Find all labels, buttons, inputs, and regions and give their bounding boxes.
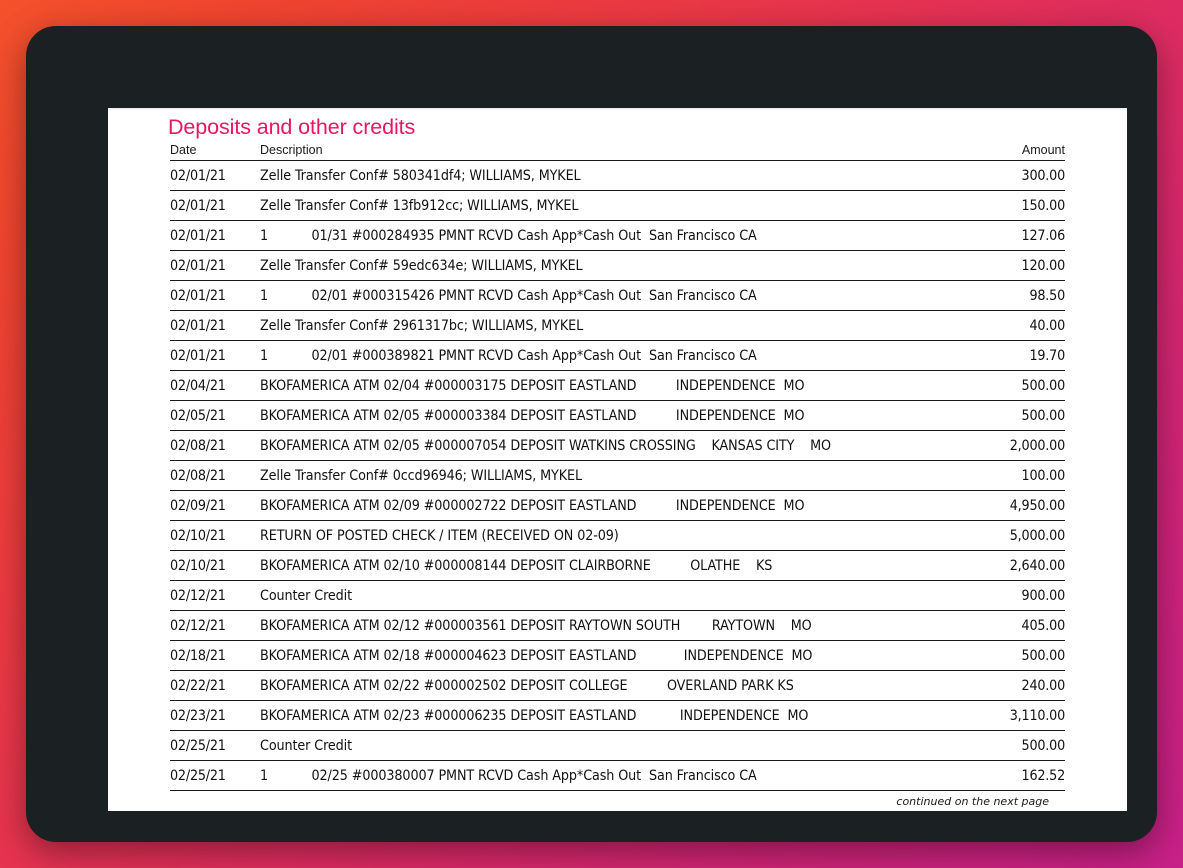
table-row (170, 671, 1065, 701)
cell-amount: 2,640.00 (945, 551, 1065, 581)
cell-amount: 500.00 (945, 641, 1065, 671)
page-title: Deposits and other credits (168, 115, 416, 139)
table-row (170, 431, 1065, 461)
cell-amount: 100.00 (945, 461, 1065, 491)
cell-date: 02/01/21 (170, 281, 260, 311)
cell-description: Zelle Transfer Conf# 59edc634e; WILLIAMS, MYKEL (260, 251, 945, 281)
cell-amount: 405.00 (945, 611, 1065, 641)
table-row (170, 551, 1065, 581)
cell-date: 02/01/21 (170, 221, 260, 251)
table-row (170, 761, 1065, 791)
cell-amount: 500.00 (945, 401, 1065, 431)
cell-amount: 500.00 (945, 731, 1065, 761)
cell-amount: 40.00 (945, 311, 1065, 341)
cell-description: 1 02/25 #000380007 PMNT RCVD Cash App*Cash Out San Francisco CA (260, 761, 945, 791)
cell-date: 02/01/21 (170, 161, 260, 191)
table-row (170, 581, 1065, 611)
cell-amount: 300.00 (945, 161, 1065, 191)
cell-date: 02/25/21 (170, 761, 260, 791)
cell-amount: 127.06 (945, 221, 1065, 251)
cell-description: BKOFAMERICA ATM 02/09 #000002722 DEPOSIT EASTLAND INDEPENDENCE MO (260, 491, 945, 521)
cell-description: RETURN OF POSTED CHECK / ITEM (RECEIVED ON 02-09) (260, 521, 945, 551)
table-row (170, 311, 1065, 341)
cell-amount: 3,110.00 (945, 701, 1065, 731)
cell-date: 02/12/21 (170, 581, 260, 611)
column-header-date: Date (170, 143, 197, 157)
cell-date: 02/01/21 (170, 311, 260, 341)
cell-description: BKOFAMERICA ATM 02/10 #000008144 DEPOSIT CLAIRBORNE OLATHE KS (260, 551, 945, 581)
cell-amount: 2,000.00 (945, 431, 1065, 461)
cell-description: BKOFAMERICA ATM 02/05 #000003384 DEPOSIT EASTLAND INDEPENDENCE MO (260, 401, 945, 431)
table-row (170, 221, 1065, 251)
cell-amount: 5,000.00 (945, 521, 1065, 551)
cell-description: Zelle Transfer Conf# 2961317bc; WILLIAMS, MYKEL (260, 311, 945, 341)
cell-date: 02/08/21 (170, 461, 260, 491)
table-row (170, 401, 1065, 431)
column-header-amount: Amount (1021, 143, 1065, 157)
cell-description: BKOFAMERICA ATM 02/12 #000003561 DEPOSIT RAYTOWN SOUTH RAYTOWN MO (260, 611, 945, 641)
table-row (170, 461, 1065, 491)
cell-description: 1 01/31 #000284935 PMNT RCVD Cash App*Cash Out San Francisco CA (260, 221, 945, 251)
table-row (170, 161, 1065, 191)
table-row (170, 371, 1065, 401)
cell-description: BKOFAMERICA ATM 02/05 #000007054 DEPOSIT WATKINS CROSSING KANSAS CITY MO (260, 431, 945, 461)
transactions-table (170, 160, 1065, 791)
column-header-description: Description (260, 143, 323, 157)
page-top-edge (108, 108, 1127, 111)
cell-date: 02/01/21 (170, 251, 260, 281)
cell-description: Zelle Transfer Conf# 13fb912cc; WILLIAMS, MYKEL (260, 191, 945, 221)
cell-date: 02/09/21 (170, 491, 260, 521)
cell-date: 02/22/21 (170, 671, 260, 701)
cell-amount: 120.00 (945, 251, 1065, 281)
device-frame (26, 26, 1157, 842)
cell-description: BKOFAMERICA ATM 02/18 #000004623 DEPOSIT EASTLAND INDEPENDENCE MO (260, 641, 945, 671)
cell-amount: 900.00 (945, 581, 1065, 611)
document-page (108, 108, 1127, 811)
table-row (170, 491, 1065, 521)
column-header-row (170, 140, 1065, 160)
table-row (170, 191, 1065, 221)
cell-description: Counter Credit (260, 731, 945, 761)
cell-amount: 4,950.00 (945, 491, 1065, 521)
table-row (170, 701, 1065, 731)
cell-description: Counter Credit (260, 581, 945, 611)
cell-date: 02/23/21 (170, 701, 260, 731)
cell-amount: 500.00 (945, 371, 1065, 401)
table-row (170, 641, 1065, 671)
table-row (170, 281, 1065, 311)
continued-footer-note: continued on the next page (896, 795, 1049, 808)
table-row (170, 521, 1065, 551)
cell-date: 02/04/21 (170, 371, 260, 401)
cell-date: 02/01/21 (170, 341, 260, 371)
table-row (170, 611, 1065, 641)
cell-amount: 98.50 (945, 281, 1065, 311)
cell-amount: 150.00 (945, 191, 1065, 221)
cell-date: 02/08/21 (170, 431, 260, 461)
cell-description: Zelle Transfer Conf# 580341df4; WILLIAMS, MYKEL (260, 161, 945, 191)
table-row (170, 251, 1065, 281)
cell-amount: 162.52 (945, 761, 1065, 791)
table-row (170, 341, 1065, 371)
statement-body (170, 114, 1065, 808)
cell-date: 02/10/21 (170, 551, 260, 581)
cell-description: BKOFAMERICA ATM 02/22 #000002502 DEPOSIT COLLEGE OVERLAND PARK KS (260, 671, 945, 701)
cell-date: 02/18/21 (170, 641, 260, 671)
cell-description: BKOFAMERICA ATM 02/23 #000006235 DEPOSIT EASTLAND INDEPENDENCE MO (260, 701, 945, 731)
cell-date: 02/25/21 (170, 731, 260, 761)
cell-description: 1 02/01 #000389821 PMNT RCVD Cash App*Cash Out San Francisco CA (260, 341, 945, 371)
cell-amount: 19.70 (945, 341, 1065, 371)
cell-date: 02/10/21 (170, 521, 260, 551)
cell-date: 02/05/21 (170, 401, 260, 431)
cell-description: 1 02/01 #000315426 PMNT RCVD Cash App*Cash Out San Francisco CA (260, 281, 945, 311)
cell-description: BKOFAMERICA ATM 02/04 #000003175 DEPOSIT EASTLAND INDEPENDENCE MO (260, 371, 945, 401)
table-row (170, 731, 1065, 761)
cell-date: 02/01/21 (170, 191, 260, 221)
cell-date: 02/12/21 (170, 611, 260, 641)
cell-amount: 240.00 (945, 671, 1065, 701)
cell-description: Zelle Transfer Conf# 0ccd96946; WILLIAMS, MYKEL (260, 461, 945, 491)
transactions-table-body (170, 161, 1065, 791)
